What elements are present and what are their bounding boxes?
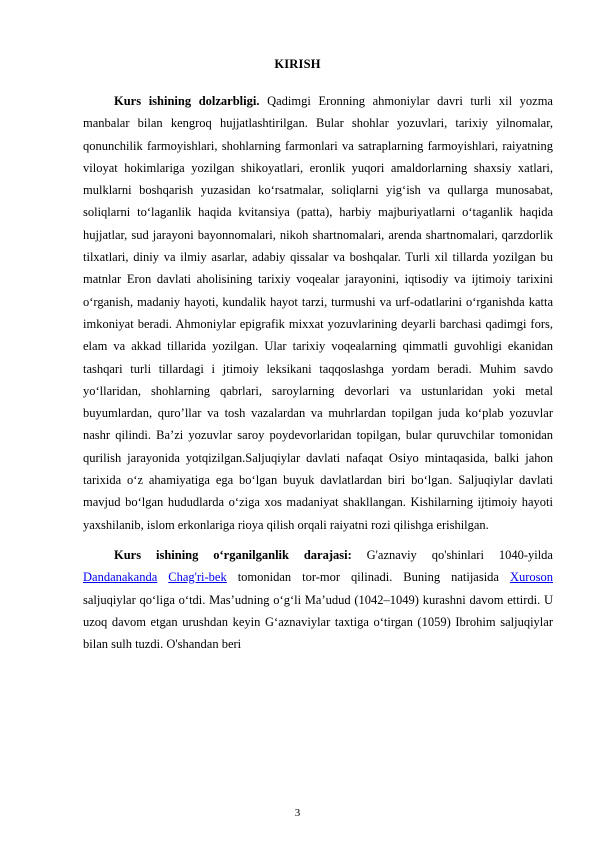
paragraph-text: saljuqiylar qo‘liga o‘tdi. Mas’udning o‘g‘li Ma’udud (1042–1049) kurashni davom ettirdi. U uzoq davom etgan urushdan keyin G‘aznaviylar taxtiga o‘tirgan (1059) Ibrohim saljuqiylar bilan sulh tuzdi. O'shandan beri	[83, 592, 553, 652]
section-heading-relevance: Kurs ishining dolzarbligi.	[114, 94, 260, 108]
paragraph-text: G'aznaviy qo'shinlari 1040-yilda	[351, 547, 553, 562]
document-body	[83, 90, 553, 655]
page-title: KIRISH	[274, 57, 321, 71]
link-dandanakan[interactable]: Dandanakanda	[83, 570, 158, 585]
paragraph-text	[157, 570, 168, 584]
paragraph-relevance	[83, 90, 553, 536]
paragraph-text: tomonidan tor-mor qilinadi. Buning natijasida	[226, 570, 510, 585]
page-number: 3	[294, 807, 301, 819]
paragraph-text: Qadimgi Eronning ahmoniylar davri turli xil yozma manbalar bilan kengroq hujjatlashtirilgan. Bular shohlar yozuvlari, tarixiy yilnomalar, qonunchilik farmoyishlari, shohlarning farmonlari va satraplarning farmoyishlari, raiyatning viloyat hokimlariga yozilgan shikoyatlari, eronlik yuqori amaldorlarning shaxsiy xatlari, mulklarni boshqarish yuzasidan ko‘rsatmalar, soliqlarni yig‘ish va qullarga munosabat, soliqlarni to‘laganlik haqida kvitansiya (patta), harbiy majburiyatlarni o‘taganlik haqida hujjatlar, sud jarayoni bayonnomalari, nikoh shartnomalari, arenda shartnomalari, qarzdorlik tilxatlari, diniy va ilmiy asarlar, adabiy qissalar va boshqalar. Turli xil tillarda yozilgan bu matnlar Eron davlati aholisining tarixiy voqealar jarayonini, iqtisodiy va ijtimoiy tarixini o‘rganish, madaniy hayoti, kundalik hayot tarzi, turmushi va urf-odatlarini o‘rganishda katta imkoniyat beradi. Ahmoniylar epigrafik mixxat yozuvlarining deyarli barchasi qadimgi fors, elam va akkad tillarida yozilgan. Ular tarixiy voqealarning qimmatli guvohligi ekanidan tashqari turli tillardagi i jtimoiy leksikani taqqoslashga yordam beradi. Muhim savdo yo‘llaridan, shohlarning qabrlari, saroylarning devorlari va ustunlaridan yoki metal buyumlardan, quro’llar va tosh vazalardan va muhrlardan topilgan juda ko‘plab yozuvlar nashr qilindi. Ba’zi yozuvlar saroy poydevorlaridan topilgan, bular quruvchilar tomonidan qurilish jarayonida yotqizilgan.Saljuqiylar davlati nafaqat Osiyo mintaqasida, balki jahon tarixida o‘z ahamiyatiga ega bo‘lgan buyuk davlatlardan biri bo‘lgan. Saljuqiylar davlati mavjud bo‘lgan hududlarda o‘ziga xos madaniyat shakllangan. Kishilarning ijtimoiy hayoti yaxshilanib, islom erkonlariga rioya qilish orqali raiyatni rozi qilishga erishilgan.	[83, 94, 553, 532]
section-heading-study-level: Kurs ishining o‘rganilganlik darajasi:	[114, 547, 352, 562]
link-xuroson[interactable]: Xuroson	[509, 570, 553, 585]
paragraph-study-level	[83, 544, 553, 655]
link-chagri-bek[interactable]: Chag'ri-bek	[168, 570, 227, 585]
